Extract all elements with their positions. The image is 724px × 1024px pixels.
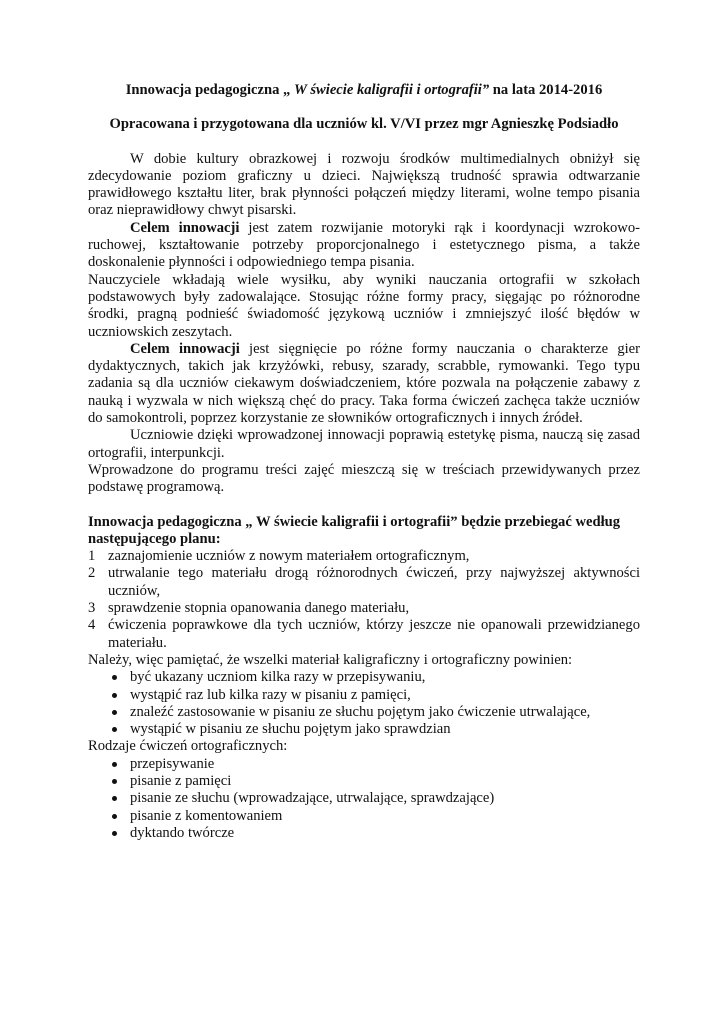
bullet-icon bbox=[112, 693, 117, 698]
list-item bbox=[108, 704, 640, 721]
list-item bbox=[108, 756, 640, 773]
plan-item-text: zaznajomienie uczniów z nowym materiałem ortograficznym, bbox=[108, 548, 470, 565]
list-item bbox=[108, 825, 640, 842]
plan-item-number: 1 bbox=[88, 548, 96, 565]
list-item bbox=[108, 773, 640, 790]
paragraph-2-lead: Celem innowacji bbox=[130, 219, 240, 236]
list-item bbox=[108, 669, 640, 686]
plan-item bbox=[88, 565, 640, 600]
title-prefix: Innowacja pedagogiczna „ bbox=[125, 82, 294, 98]
bullet-icon bbox=[112, 779, 117, 784]
list-item bbox=[108, 687, 640, 704]
plan-item-text: sprawdzenie stopnia opanowania danego materiału, bbox=[108, 600, 410, 617]
list-item-text: pisanie z komentowaniem bbox=[130, 807, 283, 824]
material-list bbox=[88, 669, 640, 738]
paragraph-4 bbox=[88, 341, 640, 427]
list-item-text: przepisywanie bbox=[130, 755, 215, 772]
paragraph-2 bbox=[88, 220, 640, 272]
plan-item-number: 2 bbox=[88, 565, 96, 582]
list-item-text: pisanie z pamięci bbox=[130, 772, 232, 789]
title-suffix: na lata 2014-2016 bbox=[489, 82, 603, 98]
paragraph-4-text: jest sięgnięcie po różne formy nauczania o charakterze gier dydaktycznych, takich jak krzyżówki, rebusy, szarady, scrabble, rymowanki. Tego typu zadania są dla uczniów ciekawym doświadczeniem, które pozwala na połączenie zabawy z nauką i wyzwala w nich większą chęć do pracy. Taka forma ćwiczeń zachęca także uczniów do samokontroli, poprzez korzystanie ze słowników ortograficznych i innych źródeł. bbox=[88, 340, 641, 427]
paragraph-3: Nauczyciele wkładają wiele wysiłku, aby wyniki nauczania ortografii w szkołach podstawowych były zadowalające. Stosując różne formy pracy, sięgając po różnorodne środki, pragną podnieść świadomość językową uczniów i zmniejszyć ilość błędów w uczniowskich zeszytach. bbox=[88, 271, 640, 340]
plan-item-number: 3 bbox=[88, 600, 96, 617]
bullet-icon bbox=[112, 675, 117, 680]
plan-item-text: utrwalanie tego materiału drogą różnorodnych ćwiczeń, przy najwyższej aktywności uczniów, bbox=[108, 565, 640, 599]
list-item bbox=[108, 790, 640, 807]
title-italic: W świecie kaligrafii i ortografii” bbox=[294, 82, 490, 98]
plan-item-number: 4 bbox=[88, 617, 96, 634]
bullet-icon bbox=[112, 710, 117, 715]
plan-item bbox=[88, 600, 640, 617]
intro-section bbox=[88, 151, 640, 497]
list-item-text: znaleźć zastosowanie w pisaniu ze słuchu pojętym jako ćwiczenie utrwalające, bbox=[130, 703, 591, 720]
bullet-icon bbox=[112, 814, 117, 819]
document-title bbox=[88, 82, 640, 99]
bullet-icon bbox=[112, 796, 117, 801]
list-item-text: być ukazany uczniom kilka razy w przepisywaniu, bbox=[130, 669, 426, 686]
material-intro: Należy, więc pamiętać, że wszelki materiał kaligraficzny i ortograficzny powinien: bbox=[88, 651, 573, 668]
paragraph-2-text: jest zatem rozwijanie motoryki rąk i koordynacji wzrokowo-ruchowej, kształtowanie potrzeby proporcjonalnego i estetycznego pisma, a także doskonalenie płynności i odpowiedniego tempa pisania. bbox=[88, 219, 640, 271]
bullet-icon bbox=[112, 831, 117, 836]
list-item-text: wystąpić w pisaniu ze słuchu pojętym jako sprawdzian bbox=[130, 721, 451, 738]
exercises-list bbox=[88, 756, 640, 842]
plan-list bbox=[88, 548, 640, 652]
list-item-text: wystąpić raz lub kilka razy w pisaniu z pamięci, bbox=[130, 686, 411, 703]
plan-item bbox=[88, 548, 640, 565]
list-item-text: dyktando twórcze bbox=[130, 824, 235, 841]
paragraph-6: Wprowadzone do programu treści zajęć mieszczą się w treściach przewidywanych przez podstawę programową. bbox=[88, 461, 640, 496]
paragraph-1: W dobie kultury obrazkowej i rozwoju środków multimedialnych obniżył się zdecydowanie poziom graficzny u dzieci. Największą trudność sprawia odtwarzanie prawidłowego kształtu liter, brak płynności połączeń między literami, wolne tempo pisania oraz nieprawidłowy chwyt pisarski. bbox=[88, 150, 640, 219]
plan-heading: Innowacja pedagogiczna „ W świecie kaligrafii i ortografii” będzie przebiegać według następującego planu: bbox=[88, 513, 621, 547]
paragraph-5: Uczniowie dzięki wprowadzonej innowacji poprawią estetykę pisma, nauczą się zasad ortografii, interpunkcji. bbox=[88, 427, 640, 461]
list-item bbox=[108, 808, 640, 825]
paragraph-4-lead: Celem innowacji bbox=[130, 340, 240, 357]
list-item-text: pisanie ze słuchu (wprowadzające, utrwalające, sprawdzające) bbox=[130, 790, 495, 807]
plan-item-text: ćwiczenia poprawkowe dla tych uczniów, którzy jeszcze nie opanowali przewidzianego materiału. bbox=[108, 617, 640, 651]
bullet-icon bbox=[112, 762, 117, 767]
plan-item bbox=[88, 617, 640, 652]
exercises-intro: Rodzaje ćwiczeń ortograficznych: bbox=[88, 738, 288, 755]
document-subtitle: Opracowana i przygotowana dla uczniów kl. V/VI przez mgr Agnieszkę Podsiadło bbox=[109, 116, 619, 133]
document-body bbox=[88, 82, 640, 842]
bullet-icon bbox=[112, 727, 117, 732]
list-item bbox=[108, 721, 640, 738]
